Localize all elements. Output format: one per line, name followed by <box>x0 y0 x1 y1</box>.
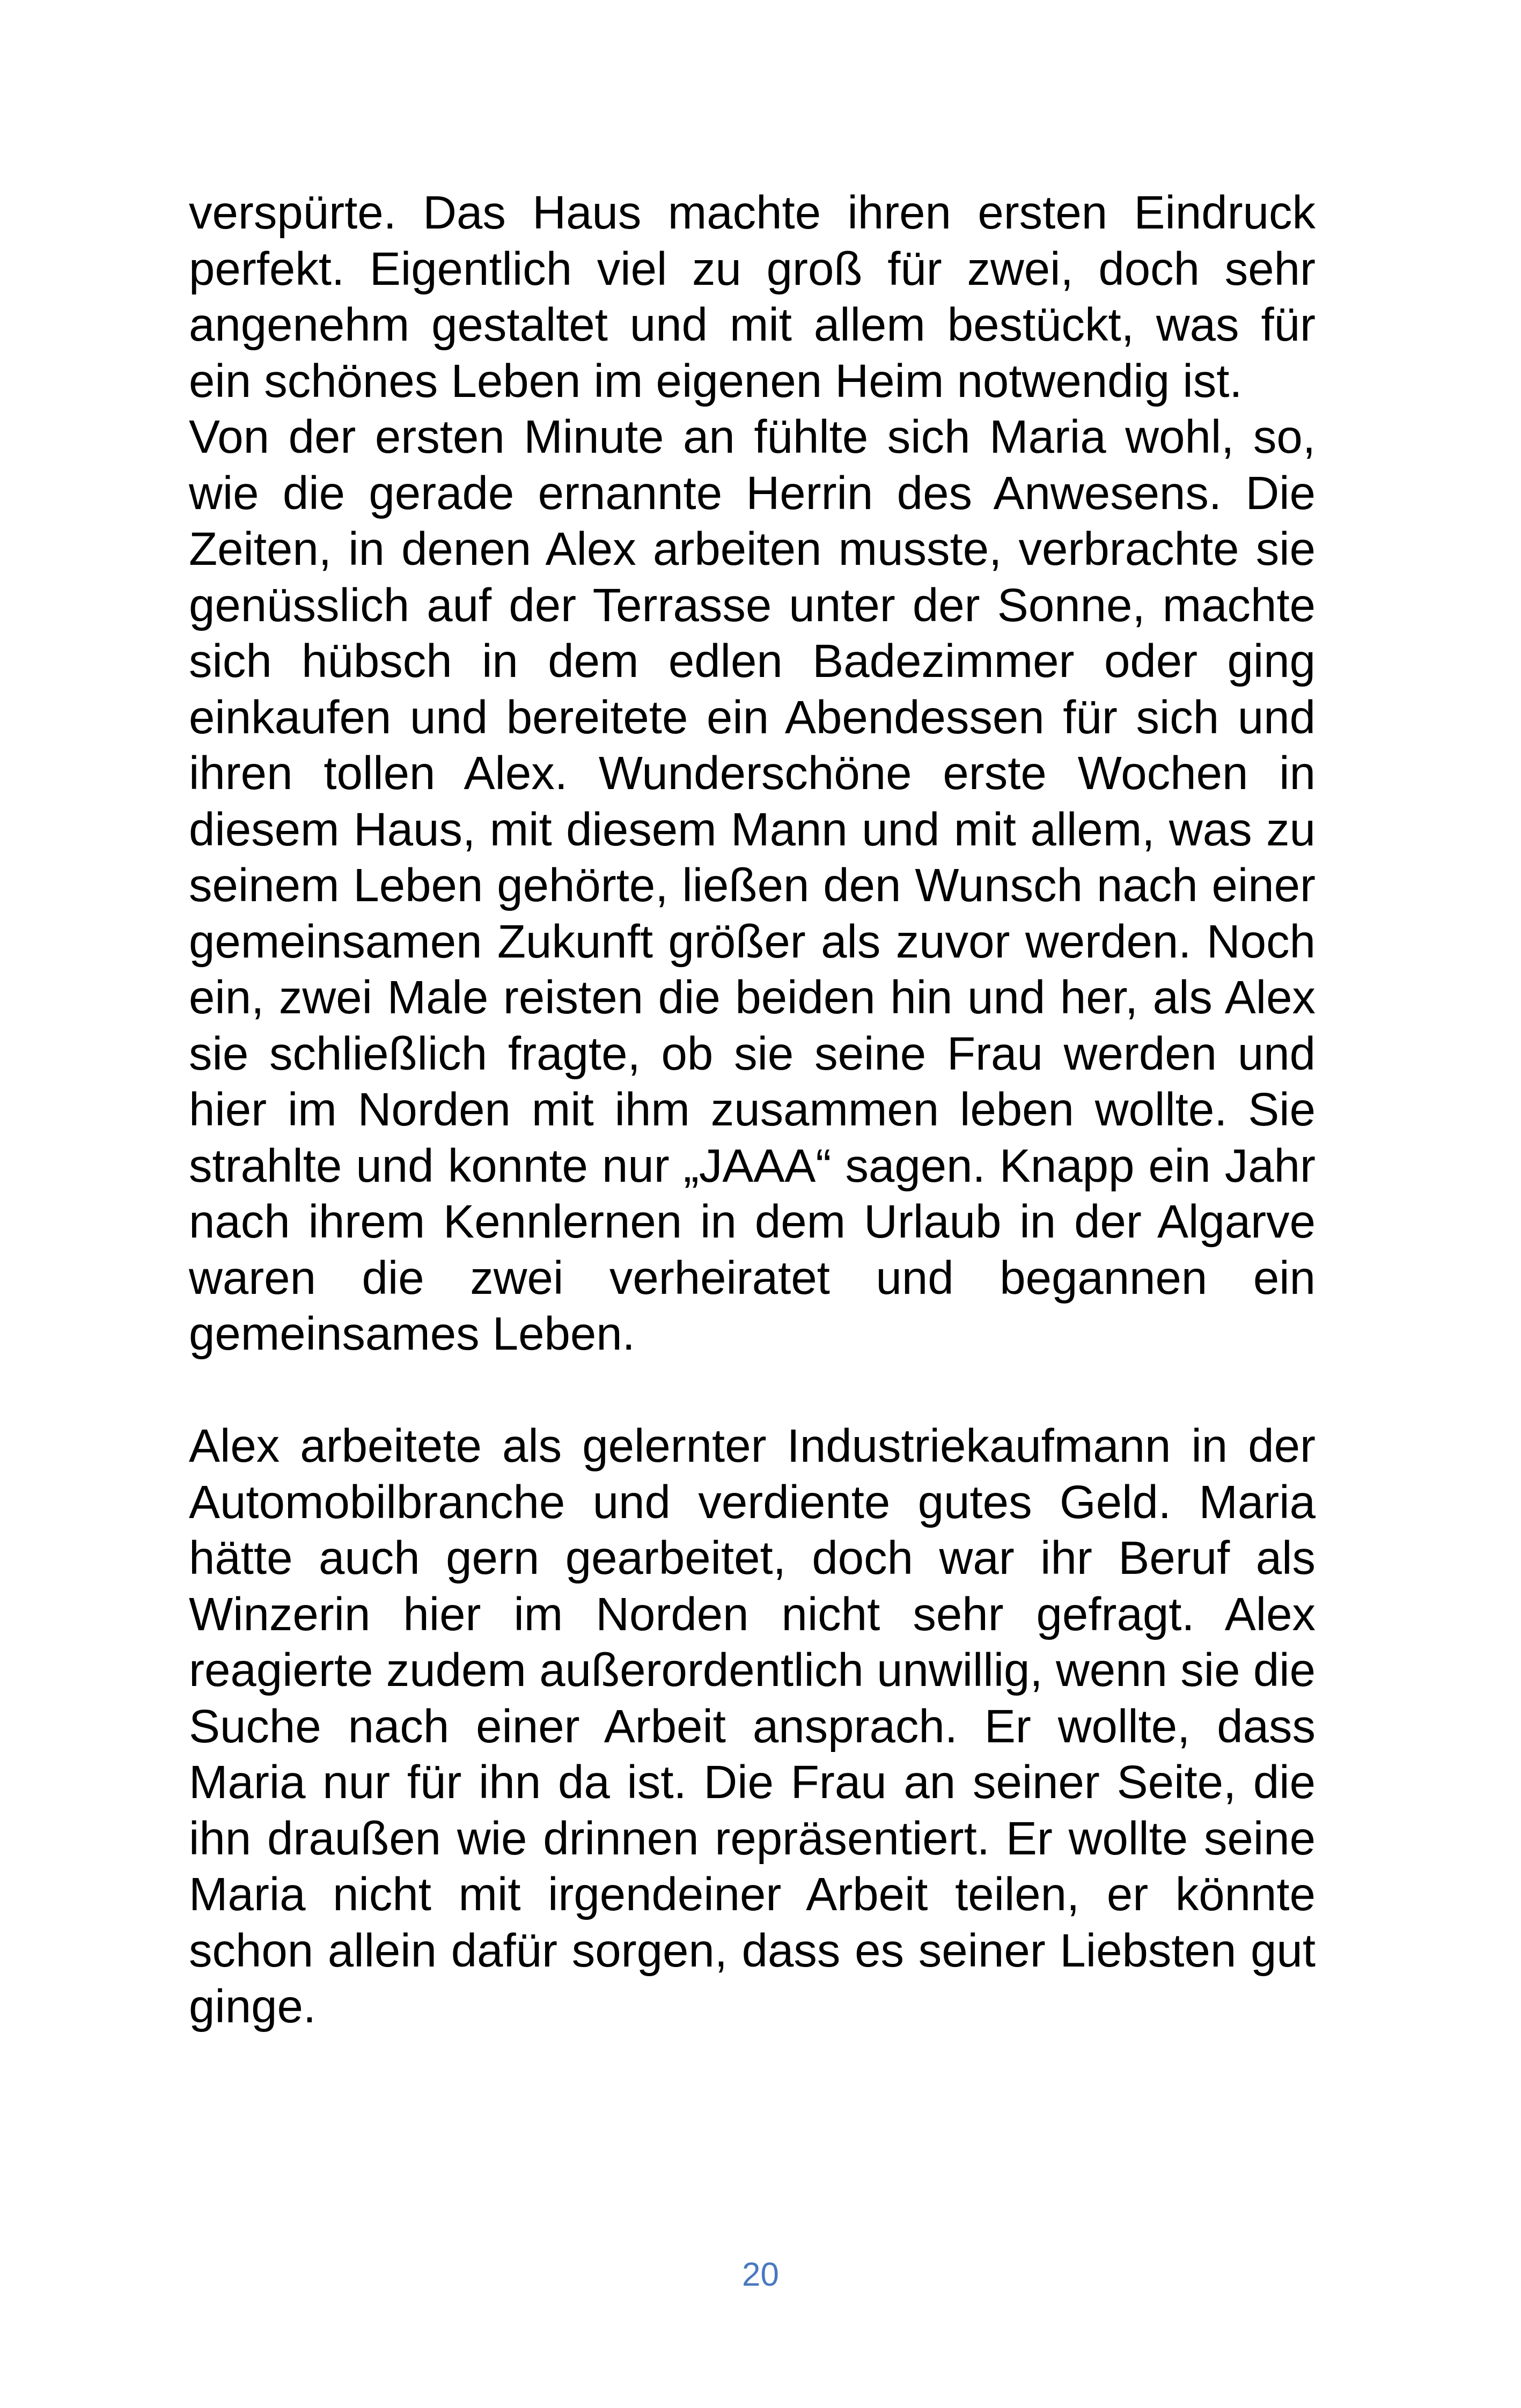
paragraph-maria-feels-at-home: Von der ersten Minute an fühlte sich Maria wohl, so, wie die gerade ernannte Herrin des Anwesens. Die Zeiten, in denen Alex arbeiten musste, verbrachte sie genüsslich auf der Terrasse unter der Sonne, machte sich hübsch in dem edlen Badezimmer oder ging einkaufen und bereitete ein Abendessen für sich und ihren tollen Alex. Wunderschöne erste Wochen in diesem Haus, mit diesem Mann und mit allem, was zu seinem Leben gehörte, ließen den Wunsch nach einer gemeinsamen Zukunft größer als zuvor werden. Noch ein, zwei Male reisten die beiden hin und her, als Alex sie schließlich fragte, ob sie seine Frau werden und hier im Norden mit ihm zusammen leben wollte. Sie strahlte und konnte nur „JAAA“ sagen. Knapp ein Jahr nach ihrem Kennlernen in dem Urlaub in der Algarve waren die zwei verheiratet und begannen ein gemeinsames Leben. <box>189 411 1316 1360</box>
paragraph-spacer <box>189 1363 1316 1419</box>
paragraph-alex-work: Alex arbeitete als gelernter Industriekaufmann in der Automobilbranche und verdiente gutes Geld. Maria hätte auch gern gearbeitet, doch war ihr Beruf als Winzerin hier im Norden nicht sehr gefragt. Alex reagierte zudem außerordentlich unwillig, wenn sie die Suche nach einer Arbeit ansprach. Er wollte, dass Maria nur für ihn da ist. Die Frau an seiner Seite, die ihn draußen wie drinnen repräsentiert. Er wollte seine Maria nicht mit irgendeiner Arbeit teilen, er könnte schon allein dafür sorgen, dass es seiner Liebsten gut ginge. <box>189 1420 1316 2033</box>
page-number: 20 <box>742 2256 779 2293</box>
body-text <box>189 185 1316 2035</box>
paragraph-continuation: verspürte. Das Haus machte ihren ersten Eindruck perfekt. Eigentlich viel zu groß für zwei, doch sehr angenehm gestaltet und mit allem bestückt, was für ein schönes Leben im eigenen Heim notwendig ist. <box>189 187 1316 407</box>
